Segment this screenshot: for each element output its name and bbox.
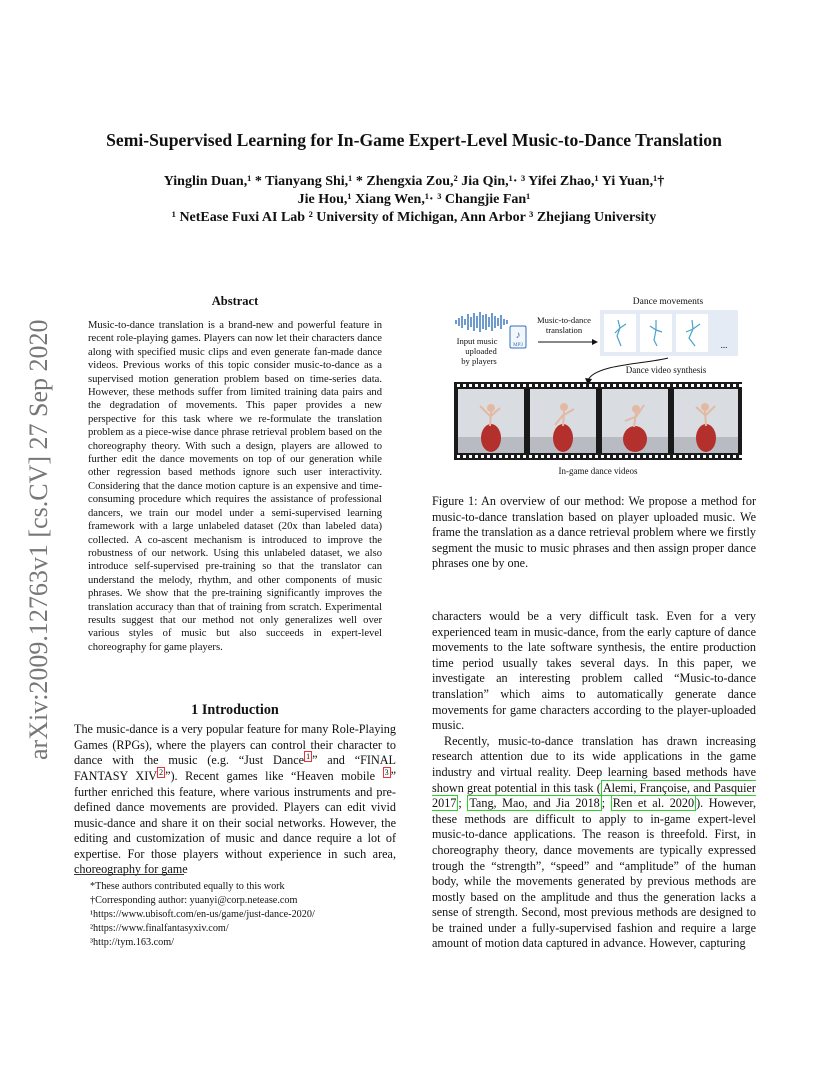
film-sprocket-hole — [703, 455, 706, 458]
film-sprocket-hole — [601, 384, 604, 387]
film-sprocket-hole — [673, 455, 676, 458]
film-sprocket-hole — [511, 455, 514, 458]
film-sprocket-hole — [493, 455, 496, 458]
label-music-to-dance-1: Music-to-dance — [537, 315, 591, 325]
film-sprocket-hole — [715, 384, 718, 387]
video-frame-1 — [458, 389, 524, 453]
film-sprocket-hole — [529, 455, 532, 458]
film-sprocket-hole — [721, 384, 724, 387]
film-sprocket-hole — [685, 384, 688, 387]
film-sprocket-hole — [607, 455, 610, 458]
video-frame-2 — [530, 389, 596, 453]
paragraph-continuation: characters would be a very difficult task. Even for a very experienced team in music-dance, from the early capture of dance movements to the late software synthesis, the entire production time period usually takes several days. In this paper, we investigate an interesting problem called “Music-to-dance translation” which aims to automatically generate dance movements for game characters according to the player-uploaded music. — [432, 609, 756, 733]
film-sprocket-hole — [475, 455, 478, 458]
intro-text-2: ” and “FINAL FANTASY XIV — [74, 753, 396, 783]
film-sprocket-hole — [643, 455, 646, 458]
film-sprocket-hole — [511, 384, 514, 387]
label-music-to-dance-2: translation — [545, 325, 583, 335]
film-sprocket-hole — [679, 455, 682, 458]
svg-text:MP3: MP3 — [513, 343, 523, 348]
film-sprocket-hole — [487, 384, 490, 387]
label-dance-video-synthesis: Dance video synthesis — [625, 365, 707, 375]
film-sprocket-hole — [463, 384, 466, 387]
film-sprocket-hole — [649, 455, 652, 458]
film-sprocket-hole — [673, 384, 676, 387]
film-sprocket-hole — [487, 455, 490, 458]
film-sprocket-hole — [655, 455, 658, 458]
film-sprocket-hole — [469, 455, 472, 458]
film-sprocket-hole — [565, 455, 568, 458]
intro-text-4: ” further enriched this feature, where various instruments and pre-defined dance movements are provided. Players can edit vivid music-dance and share it on their social networks. However, the editing and customization of music and dance require a lot of expertise. For those players without experience in such area, choreography for game — [74, 768, 396, 877]
film-sprocket-hole — [517, 384, 520, 387]
film-sprocket-hole — [643, 384, 646, 387]
film-sprocket-hole — [613, 455, 616, 458]
film-sprocket-hole — [601, 455, 604, 458]
film-sprocket-hole — [667, 384, 670, 387]
film-sprocket-hole — [709, 384, 712, 387]
film-sprocket-hole — [697, 455, 700, 458]
film-sprocket-hole — [655, 384, 658, 387]
film-sprocket-hole — [619, 384, 622, 387]
film-sprocket-hole — [475, 384, 478, 387]
mp3-file-icon — [510, 326, 526, 348]
label-dance-movements: Dance movements — [632, 297, 704, 307]
dance-pose-card-3 — [676, 314, 708, 352]
film-sprocket-hole — [607, 384, 610, 387]
intro-text-3: ”). Recent games like “Heaven mobile — [165, 768, 383, 783]
arxiv-identifier: arXiv:2009.12763v1 [cs.CV] 27 Sep 2020 — [24, 319, 53, 760]
film-sprocket-hole — [523, 455, 526, 458]
film-sprocket-hole — [529, 384, 532, 387]
film-sprocket-hole — [679, 384, 682, 387]
citation-alemi-2017[interactable]: Alemi, Françoise, and Pasquier 2017 — [432, 780, 756, 811]
film-sprocket-hole — [703, 384, 706, 387]
footnote-1[interactable]: ¹https://www.ubisoft.com/en-us/game/just-dance-2020/ — [90, 909, 315, 921]
film-sprocket-hole — [613, 384, 616, 387]
label-ellipsis: ... — [720, 340, 728, 350]
film-sprocket-hole — [481, 455, 484, 458]
citation-ren-2020[interactable]: Ren et al. 2020 — [612, 796, 695, 811]
film-sprocket-hole — [691, 384, 694, 387]
label-input-music-1: Input music — [456, 336, 498, 346]
video-frame-4 — [674, 389, 738, 453]
footnote-link-2[interactable]: 2 — [159, 767, 164, 777]
introduction-body — [74, 722, 396, 878]
film-sprocket-hole — [481, 384, 484, 387]
film-sprocket-hole — [547, 384, 550, 387]
film-sprocket-hole — [577, 384, 580, 387]
film-sprocket-hole — [463, 455, 466, 458]
label-input-music-3: by players — [461, 356, 497, 366]
film-sprocket-hole — [535, 455, 538, 458]
film-sprocket-hole — [649, 384, 652, 387]
film-sprocket-hole — [631, 384, 634, 387]
film-sprocket-hole — [739, 455, 742, 458]
footnote-3[interactable]: ³http://tym.163.com/ — [90, 937, 174, 949]
film-sprocket-hole — [559, 384, 562, 387]
related-work-text-2: ). However, these methods are difficult to apply to in-game expert-level music-to-dance applications. The reason is threefold. First, in choreography theory, dance movements are typically expressed trough the “strength”, “speed” and “amplitude” of the human body, while the movements generated by previous methods are mostly based on the amplitude and thus the generation lacks a sense of strength. Second, most previous methods are designed to be trained under a fully-supervised fashion and require a large amount of motion data captured in advance. However, capturing — [432, 796, 756, 951]
film-sprocket-hole — [637, 455, 640, 458]
film-sprocket-hole — [493, 384, 496, 387]
introduction-heading: 1 Introduction — [191, 702, 279, 718]
film-sprocket-hole — [571, 384, 574, 387]
waveform-icon — [456, 312, 507, 332]
dance-pose-card-1 — [604, 314, 636, 352]
film-sprocket-hole — [565, 384, 568, 387]
film-sprocket-hole — [625, 384, 628, 387]
film-sprocket-hole — [583, 455, 586, 458]
film-sprocket-hole — [499, 455, 502, 458]
film-sprocket-hole — [457, 455, 460, 458]
film-sprocket-hole — [547, 455, 550, 458]
author-list-line-2: Jie Hou,¹ Xiang Wen,¹· ³ Changjie Fan¹ — [297, 192, 531, 207]
film-sprocket-hole — [661, 384, 664, 387]
film-sprocket-hole — [733, 384, 736, 387]
film-sprocket-hole — [553, 384, 556, 387]
related-work-text-1: Recently, music-to-dance translation has drawn increasing research attention due to its wide applications in the game industry and virtual reality. Deep learning based methods have shown great potential in this task ( — [432, 733, 756, 795]
footnote-2[interactable]: ²https://www.finalfantasyxiv.com/ — [90, 923, 229, 935]
film-sprocket-hole — [583, 384, 586, 387]
footnote-equal-contribution: *These authors contributed equally to this work — [90, 881, 285, 892]
film-sprocket-hole — [589, 455, 592, 458]
footnotes — [90, 880, 390, 950]
film-sprocket-hole — [541, 455, 544, 458]
film-sprocket-hole — [595, 455, 598, 458]
film-sprocket-hole — [571, 455, 574, 458]
film-sprocket-hole — [625, 455, 628, 458]
film-sprocket-hole — [631, 455, 634, 458]
footnote-link-3[interactable]: 3 — [384, 767, 389, 777]
label-in-game-dance-videos: In-game dance videos — [558, 466, 638, 476]
citation-tang-2018[interactable]: Tang, Mao, and Jia 2018 — [469, 796, 600, 811]
film-sprocket-hole — [637, 384, 640, 387]
film-sprocket-hole — [541, 384, 544, 387]
right-column-body — [432, 609, 756, 952]
abstract-body: Music-to-dance translation is a brand-new and powerful feature in recent role-playing games. Players can now let their characters dance along with specified music clips and even generate fan-made dance videos. Previous works of this topic consider music-to-dance as a supervised motion generation problem based on time-series data. However, these methods suffer from limited training data pairs and the degradation of movements. This paper provides a new perspective for this task where we re-formulate the translation problem as a piece-wise dance phrase retrieval problem based on the choreography theory. With such a design, players are allowed to further edit the dance movements on top of our generation while other regression based methods ignore such user interactivity. Considering that the dance motion capture is an expensive and time-consuming procedure which requires the assistance of professional dancers, we train our model under a semi-supervised learning framework with a large unlabeled dataset (20x than labeled data) collected. A co-ascent mechanism is introduced to improve the robustness of our network. Using this unlabeled dataset, we also introduce self-supervised pre-training so that the translator can understand the melody, rhythm, and other components of music phrases. We show that the pre-training significantly improves the translation accuracy than that of training from scratch. Experimental results suggest that our method not only generalizes well over various styles of music but also succeeds in expert-level choreography for game players. — [88, 320, 382, 653]
film-sprocket-hole — [559, 455, 562, 458]
paper-title: Semi-Supervised Learning for In-Game Expert-Level Music-to-Dance Translation — [106, 130, 722, 150]
film-sprocket-hole — [517, 455, 520, 458]
film-sprocket-hole — [499, 384, 502, 387]
film-sprocket-hole — [715, 455, 718, 458]
film-sprocket-hole — [535, 384, 538, 387]
film-sprocket-hole — [505, 384, 508, 387]
video-frame-3 — [602, 389, 668, 453]
film-sprocket-hole — [697, 384, 700, 387]
citation-separator: ; — [458, 796, 468, 811]
film-sprocket-hole — [691, 455, 694, 458]
svg-text:♪: ♪ — [515, 330, 521, 341]
film-sprocket-hole — [721, 455, 724, 458]
film-sprocket-hole — [727, 384, 730, 387]
film-sprocket-hole — [739, 384, 742, 387]
film-sprocket-hole — [667, 455, 670, 458]
film-sprocket-hole — [457, 384, 460, 387]
film-strip — [454, 382, 742, 460]
citation-separator: ; — [601, 796, 611, 811]
film-sprocket-hole — [727, 455, 730, 458]
intro-text-1: The music-dance is a very popular feature for many Role-Playing Games (RPGs), where the players can control their character to dance with the music (e.g. “Just Dance — [74, 722, 396, 768]
translation-arrow — [538, 339, 598, 345]
dance-pose-card-2 — [640, 314, 672, 352]
figure-1-caption: Figure 1: An overview of our method: We propose a method for music-to-dance translation based on player uploaded music. We frame the translation as a dance retrieval problem where we firstly segment the music to music phrases and then assign proper dance phrases one by one. — [432, 494, 756, 571]
footnote-corresponding-author: †Corresponding author: yuanyi@corp.netease.com — [90, 895, 298, 907]
author-list-line-1: Yinglin Duan,¹ * Tianyang Shi,¹ * Zhengxia Zou,² Jia Qin,¹· ³ Yifei Zhao,¹ Yi Yuan,¹† — [163, 174, 665, 189]
film-sprocket-hole — [595, 384, 598, 387]
film-sprocket-hole — [589, 384, 592, 387]
film-sprocket-hole — [733, 455, 736, 458]
film-sprocket-hole — [661, 455, 664, 458]
film-sprocket-hole — [553, 455, 556, 458]
film-sprocket-hole — [577, 455, 580, 458]
footnote-divider — [74, 874, 184, 875]
film-sprocket-hole — [709, 455, 712, 458]
film-sprocket-hole — [523, 384, 526, 387]
paragraph-related-work — [432, 734, 756, 952]
film-sprocket-hole — [505, 455, 508, 458]
affiliations: ¹ NetEase Fuxi AI Lab ² University of Michigan, Ann Arbor ³ Zhejiang University — [171, 210, 657, 225]
film-sprocket-hole — [469, 384, 472, 387]
figure-1-overview — [446, 292, 750, 482]
label-input-music-2: uploaded — [465, 346, 497, 356]
abstract-heading: Abstract — [211, 294, 259, 308]
footnote-link-1[interactable]: 1 — [306, 752, 311, 762]
film-sprocket-hole — [685, 455, 688, 458]
film-sprocket-hole — [619, 455, 622, 458]
